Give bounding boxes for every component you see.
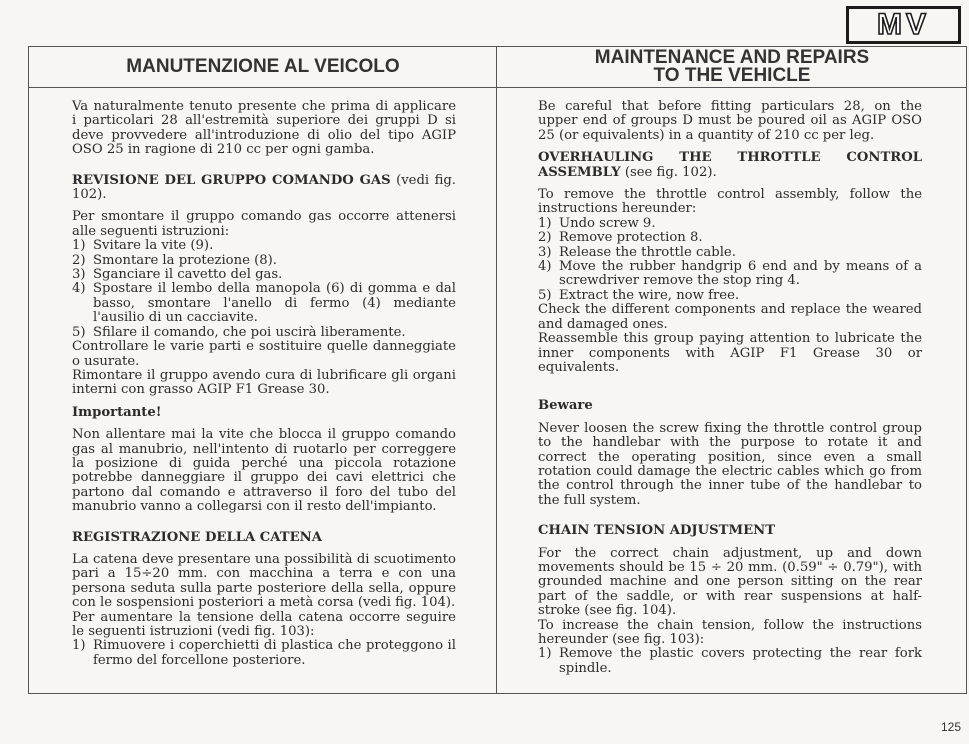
english-overhaul-title: OVERHAULING THE THROTTLE CONTROL ASSEMBLY [538,150,922,180]
italian-chain-increase: Per aumentare la tensione della catena occorre seguire le seguenti istruzioni (vedi fig. 103): [72,609,456,639]
italian-heading: MANUTENZIONE AL VEICOLO [126,56,400,77]
mv-logo: MV [846,6,961,44]
english-heading [498,49,966,85]
english-chain-title: CHAIN TENSION ADJUSTMENT [538,523,776,539]
english-steps [538,217,922,303]
italian-column [72,100,456,668]
list-item: 4) Spostare il lembo della manopola (6) di gomma e dal basso, smontare l'anello di fermo (4) mediante l'ausilio di un cacciavite. [72,281,456,326]
italian-important-title: Importante! [72,404,162,420]
list-item: 3) Sganciare il cavetto del gas. [72,267,283,283]
english-heading-line2: TO THE VEHICLE [653,65,811,86]
english-beware-text: Never loosen the screw fixing the throttle control group to the handlebar with the purpose to rotate it and correct the operating position, since even a small rotation could damage the electric cables which go from the control through the inner tube of the handlebar to the full system. [538,420,922,508]
english-chain-increase: To increase the chain tension, follow the instructions hereunder (see fig. 103): [538,617,922,647]
english-chain-text: For the correct chain adjustment, up and down movements should be 15 ÷ 20 mm. (0.59" ÷ 0.79"), with grounded machine and one person sitting on the rear part of the saddle, or with rear suspensions at half-stroke (see fig. 104). [538,545,922,619]
italian-revision-title: REVISIONE DEL GRUPPO COMANDO GAS [72,172,391,188]
english-beware-title: Beware [538,398,593,414]
list-item: 1) Undo screw 9. [538,215,656,231]
heading-rule [28,87,967,88]
italian-revision-heading [72,174,456,203]
english-column [538,100,922,676]
english-heading-line1: MAINTENANCE AND REPAIRS [594,47,870,68]
italian-steps [72,239,456,340]
list-item: 2) Remove protection 8. [538,230,703,246]
italian-chain-text: La catena deve presentare una possibilità di scuotimento pari a 15÷20 mm. con macchina a terra e con una persona seduta sulla parte posteriore della sella, oppure con le sospensioni posteriori a metà corsa (vedi fig. 104). [72,551,456,611]
frame-left-rule [28,46,29,693]
italian-revision-ref: (vedi fig. 102). [72,172,456,203]
frame-right-rule [966,46,967,693]
frame-bottom-rule [28,693,967,694]
list-item: 5) Sfilare il comando, che poi uscirà liberamente. [72,324,406,340]
list-item: 1) Remove the plastic covers protecting the rear fork spindle. [538,646,922,676]
list-item: 2) Smontare la protezione (8). [72,252,277,268]
english-overhaul-ref: (see fig. 102). [620,164,717,180]
page-number: 125 [940,720,961,734]
italian-intro: Va naturalmente tenuto presente che prima di applicare i particolari 28 all'estremità superiore dei gruppi D si deve provvedere all'introduzione di olio del tipo AGIP OSO 25 in ragione di 210 cc per ogni gamba. [72,99,456,158]
list-item: 1) Rimuovere i coperchietti di plastica che proteggono il fermo del forcellone posteriore. [72,638,456,668]
italian-check: Controllare le varie parti e sostituire quelle danneggiate o usurate. [72,339,456,369]
list-item: 3) Release the throttle cable. [538,244,736,260]
list-item: 5) Extract the wire, now free. [538,287,740,303]
english-intro: Be careful that before fitting particulars 28, on the upper end of groups D must be poured oil as AGIP OSO 25 (or equivalents) in a quantity of 210 cc per leg. [538,99,922,143]
english-reassemble: Reassemble this group paying attention to lubricate the inner components with AGIP F1 Grease 30 or equivalents. [538,331,922,375]
italian-revision-intro: Per smontare il gruppo comando gas occorre attenersi alle seguenti istruzioni: [72,209,456,239]
list-item: 1) Svitare la vite (9). [72,238,214,254]
english-overhaul-intro: To remove the throttle control assembly, follow the instructions hereunder: [538,187,922,217]
italian-reassemble: Rimontare il gruppo avendo cura di lubrificare gli organi interni con grasso AGIP F1 Grease 30. [72,367,456,398]
italian-chain-title: REGISTRAZIONE DELLA CATENA [72,529,322,545]
italian-important-text: Non allentare mai la vite che blocca il gruppo comando gas al manubrio, nell'intento di ruotarlo per correggere la posizione di guida perché una piccola rotazione potrebbe danneggiare il gruppo dei cavi elettrici che partono dal comando e attraverso il foro del tubo del manubrio vanno a collegarsi con il resto dell'impianto. [72,427,456,515]
column-divider [496,46,497,693]
list-item: 4) Move the rubber handgrip 6 end and by means of a screwdriver remove the stop ring 4. [538,259,922,289]
english-check: Check the different components and replace the weared and damaged ones. [538,302,922,332]
english-overhaul-heading [538,151,922,180]
